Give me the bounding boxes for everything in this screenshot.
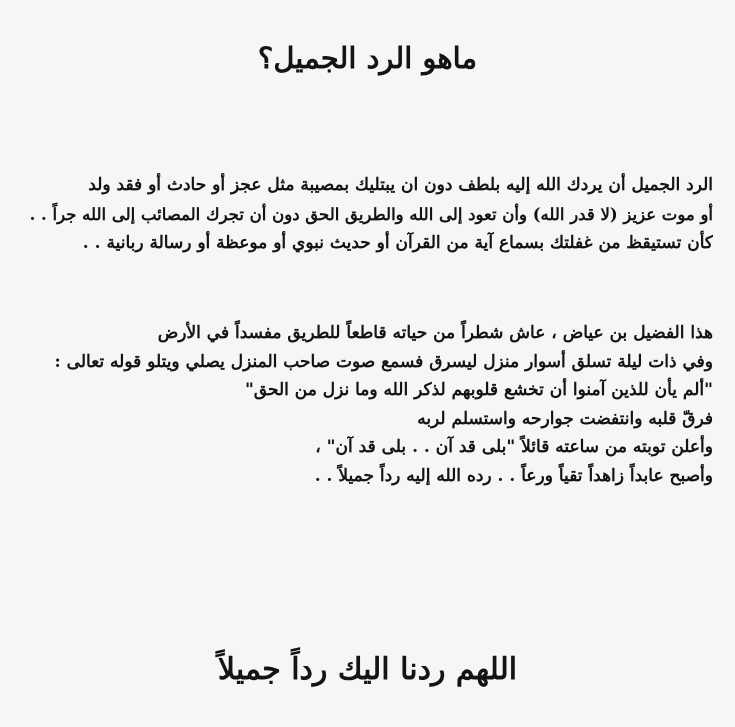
text-line: الرد الجميل أن يردك الله إليه بلطف دون ان يبتليك بمصيبة مثل عجز أو حادث أو فقد ولد bbox=[88, 175, 713, 195]
closing-prayer: اللهم ردنا اليك رداً جميلاً bbox=[217, 652, 518, 687]
text-line: كأن تستيقظ من غفلتك بسماع آية من القرآن أو حديث نبوي أو موعظة أو رسالة ربانية . . bbox=[82, 233, 713, 253]
intro-paragraph bbox=[23, 171, 713, 258]
text-line: وأصبح عابداً زاهداً تقياً ورعاً . . رده الله إليه رداً جميلاً . . bbox=[314, 465, 713, 486]
text-line: هذا الفضيل بن عياض ، عاش شطراً من حياته قاطعاً للطريق مفسداً في الأرض bbox=[157, 323, 713, 343]
story-paragraph bbox=[23, 319, 713, 490]
text-line: فرقّ قلبه وانتفضت جوارحه واستسلم لربه bbox=[417, 408, 713, 429]
text-line: وفي ذات ليلة تسلق أسوار منزل ليسرق فسمع صوت صاحب المنزل يصلي ويتلو قوله تعالى : bbox=[54, 351, 713, 372]
quote-line: "ألم يأن للذين آمنوا أن تخشع قلوبهم لذكر الله وما نزل من الحق" bbox=[244, 380, 713, 400]
text-line: أو موت عزيز (لا قدر الله) وأن تعود إلى الله والطريق الحق دون أن تجرك المصائب إلى الله جراً . . bbox=[29, 205, 713, 224]
text-line: وأعلن توبته من ساعته قائلاً "بلى قد آن . . بلى قد آن" ، bbox=[315, 437, 713, 457]
page-title: ماهو الرد الجميل؟ bbox=[257, 41, 478, 75]
